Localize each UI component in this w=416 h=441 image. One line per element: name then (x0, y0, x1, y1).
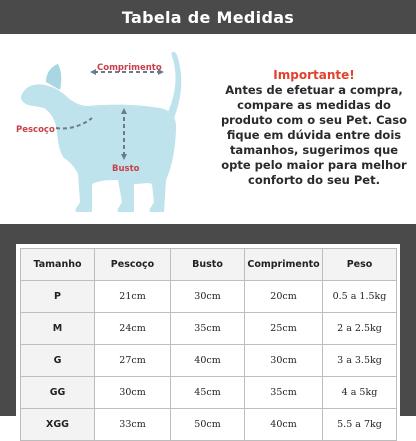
column-header: Pescoço (95, 249, 171, 281)
column-header: Comprimento (245, 249, 323, 281)
table-cell: M (21, 313, 95, 345)
label-pescoco: Pescoço (16, 125, 55, 135)
table-cell: 24cm (95, 313, 171, 345)
note-body: Antes de efetuar a compra, compare as medidas do produto com o seu Pet. Caso fique em dúvida entre dois tamanhos, sugerimos que opte pelo maior para melhor conforto do seu Pet. (220, 83, 408, 187)
table-cell: 30cm (171, 281, 245, 313)
label-comprimento: Comprimento (97, 63, 162, 73)
table-cell: 0.5 a 1.5kg (323, 281, 397, 313)
table-cell: 35cm (171, 313, 245, 345)
table-cell: 3 a 3.5kg (323, 345, 397, 377)
table-cell: 27cm (95, 345, 171, 377)
table-cell: GG (21, 377, 95, 409)
size-table-section (0, 224, 416, 430)
measurement-illustration (0, 34, 416, 224)
table-cell: 40cm (171, 345, 245, 377)
note-title: Importante! (273, 68, 355, 82)
table-cell: 4 a 5kg (323, 377, 397, 409)
column-header: Peso (323, 249, 397, 281)
page-title: Tabela de Medidas (121, 7, 295, 27)
table-cell: 40cm (245, 409, 323, 441)
table-header-row (21, 249, 397, 281)
table-cell: P (21, 281, 95, 313)
table-cell: 50cm (171, 409, 245, 441)
size-table-card (16, 244, 400, 430)
table-cell: 33cm (95, 409, 171, 441)
table-cell: 30cm (245, 345, 323, 377)
page-header (0, 0, 416, 34)
table-cell: 5.5 a 7kg (323, 409, 397, 441)
table-cell: 30cm (95, 377, 171, 409)
table-cell: XGG (21, 409, 95, 441)
table-cell: 25cm (245, 313, 323, 345)
column-header: Busto (171, 249, 245, 281)
column-header: Tamanho (21, 249, 95, 281)
table-row (21, 377, 397, 409)
table-row (21, 409, 397, 441)
table-cell: 2 a 2.5kg (323, 313, 397, 345)
table-cell: 21cm (95, 281, 171, 313)
table-cell: 35cm (245, 377, 323, 409)
table-cell: 45cm (171, 377, 245, 409)
label-busto: Busto (112, 164, 140, 174)
table-cell: G (21, 345, 95, 377)
table-cell: 20cm (245, 281, 323, 313)
table-row (21, 281, 397, 313)
table-row (21, 345, 397, 377)
size-table (20, 248, 397, 441)
table-row (21, 313, 397, 345)
important-note (214, 68, 414, 188)
